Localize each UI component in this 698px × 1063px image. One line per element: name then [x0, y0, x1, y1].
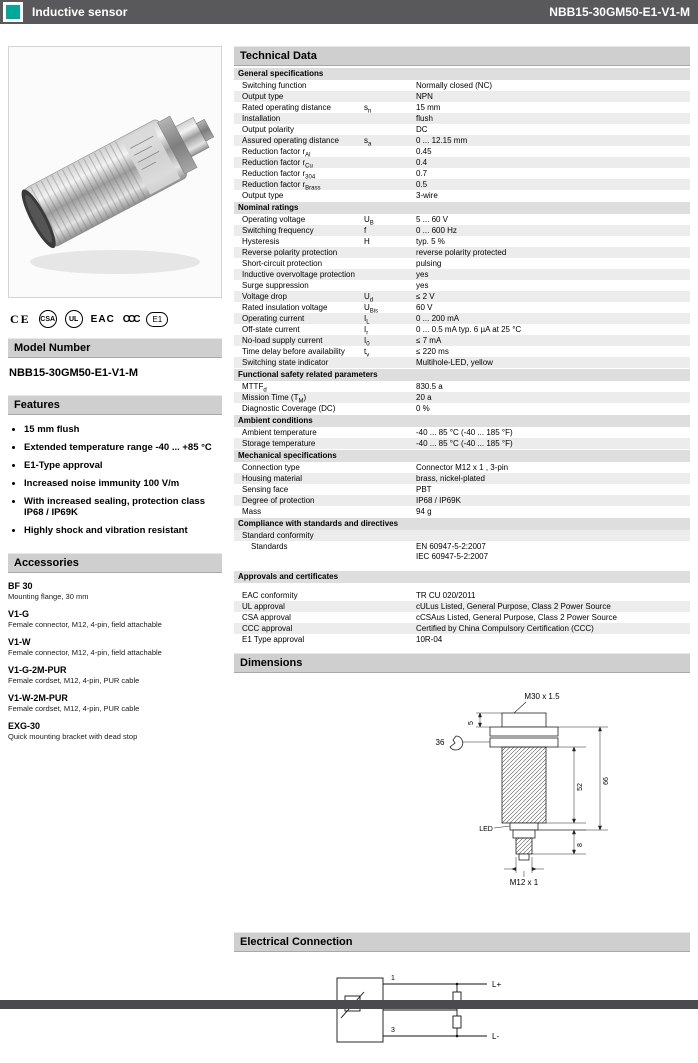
spec-value-line: -40 ... 85 °C (-40 ... 185 °F)	[416, 438, 513, 448]
spec-row	[234, 168, 690, 179]
spec-value	[416, 496, 690, 506]
spec-symbol: $s_n$	[364, 102, 372, 115]
spec-row	[234, 484, 690, 495]
spec-value	[416, 393, 690, 403]
spec-value	[416, 635, 690, 645]
spec-value-line: 0.4	[416, 157, 428, 167]
spec-value	[416, 428, 690, 438]
spec-label: Voltage drop	[242, 291, 287, 301]
spec-value	[416, 602, 690, 612]
spec-label: Switching frequency	[242, 225, 314, 235]
spec-value	[416, 226, 690, 236]
e1-mark-icon: E1	[146, 312, 168, 327]
accessory-description: Quick mounting bracket with dead stop	[8, 732, 138, 742]
dim-label-led: LED	[479, 826, 493, 833]
spec-value	[416, 303, 690, 313]
feature-item: • Extended temperature range -40 ... +85 °C	[24, 442, 222, 454]
spec-row	[234, 357, 690, 368]
spec-row	[234, 214, 690, 225]
spec-value-line: 60 V	[416, 302, 433, 312]
spec-value-line: Multihole-LED, yellow	[416, 357, 493, 367]
spec-value-line: 15 mm	[416, 102, 441, 112]
spec-label: Installation	[242, 113, 281, 123]
spec-label: $MTTF_d$	[242, 381, 267, 394]
spec-row	[234, 258, 690, 269]
spec-value	[416, 613, 690, 623]
spec-row	[234, 612, 690, 623]
spec-symbol	[364, 635, 416, 645]
spec-row	[234, 530, 690, 541]
csa-mark-icon: CSA	[39, 310, 57, 328]
model-number-section-header: Model Number	[8, 338, 222, 358]
spec-row	[234, 80, 690, 91]
spec-value-line: yes	[416, 269, 429, 279]
spec-row	[234, 247, 690, 258]
l-minus-label: L-	[492, 1032, 500, 1041]
spec-value	[416, 531, 690, 541]
accessory-item	[8, 693, 222, 713]
spec-symbol	[364, 393, 416, 403]
spec-label: Operating voltage	[242, 214, 306, 224]
spec-row	[234, 590, 690, 601]
spec-symbol	[364, 542, 416, 562]
spec-symbol	[364, 496, 416, 506]
spec-label: Housing material	[242, 473, 303, 483]
accessory-description: Female connector, M12, 4-pin, field attachable	[8, 620, 162, 630]
spec-value	[416, 382, 690, 392]
spec-row	[234, 135, 690, 146]
spec-group-header: Nominal ratings	[234, 202, 690, 214]
dim-label-52: 52	[577, 783, 584, 791]
spec-symbol	[364, 602, 416, 612]
spec-row	[234, 146, 690, 157]
spec-label: CSA approval	[242, 612, 291, 622]
spec-symbol	[364, 92, 416, 102]
spec-row	[234, 157, 690, 168]
spec-value-line: 94 g	[416, 506, 432, 516]
accessory-item	[8, 721, 222, 741]
spec-row	[234, 179, 690, 190]
spec-row	[234, 124, 690, 135]
spec-label: Ambient temperature	[242, 427, 317, 437]
accessory-description: Female cordset, M12, 4-pin, PUR cable	[8, 704, 140, 714]
page-content	[8, 46, 690, 1063]
feature-item: • Increased noise immunity 100 V/m	[24, 478, 222, 490]
spec-value-line: -40 ... 85 °C (-40 ... 185 °F)	[416, 427, 513, 437]
spec-value-line: 0.5	[416, 179, 428, 189]
dimensions-drawing	[374, 683, 674, 921]
product-type-title: Inductive sensor	[32, 5, 128, 19]
spec-value	[416, 485, 690, 495]
right-column	[234, 46, 690, 1063]
accessory-description: Female connector, M12, 4-pin, field attachable	[8, 648, 162, 658]
spec-label: Short-circuit protection	[242, 258, 323, 268]
spec-value	[416, 325, 690, 335]
spec-label: Reduction factor $r_{Al}$	[242, 146, 311, 159]
feature-item: • Highly shock and vibration resistant	[24, 525, 222, 537]
spec-symbol	[364, 147, 416, 157]
spec-value	[416, 439, 690, 449]
spec-symbol: $s_a$	[364, 135, 372, 148]
spec-label: Connection type	[242, 462, 300, 472]
spec-value	[416, 591, 690, 601]
spec-label: Reduction factor $r_{Brass}$	[242, 179, 321, 192]
spec-label: Output type	[242, 91, 284, 101]
spec-label: EAC conformity	[242, 590, 298, 600]
accessories-section-header: Accessories	[8, 553, 222, 573]
spec-value	[416, 136, 690, 146]
spec-value-line: 0 ... 12.15 mm	[416, 135, 468, 145]
spec-value-line: 0 %	[416, 403, 430, 413]
spec-label: Output polarity	[242, 124, 295, 134]
spec-row	[234, 506, 690, 517]
spec-row	[234, 225, 690, 236]
spec-value	[416, 191, 690, 201]
spec-value	[416, 358, 690, 368]
dim-label-thread: M30 x 1.5	[524, 692, 560, 701]
spec-value	[416, 180, 690, 190]
spec-label: Time delay before availability	[242, 346, 345, 356]
spec-value	[416, 270, 690, 280]
spec-value-line: cCSAus Listed, General Purpose, Class 2 Power Source	[416, 612, 617, 622]
spec-value-line: 5 ... 60 V	[416, 214, 449, 224]
spec-row	[234, 102, 690, 113]
spec-value	[416, 507, 690, 517]
spec-symbol: $I_L$	[364, 313, 370, 326]
spec-value-line: ≤ 2 V	[416, 291, 435, 301]
spec-label: No-load supply current	[242, 335, 323, 345]
feature-item: • E1-Type approval	[24, 460, 222, 472]
spec-value	[416, 314, 690, 324]
product-photo	[8, 46, 222, 298]
accessory-item	[8, 637, 222, 657]
spec-label: Mass	[242, 506, 262, 516]
spec-symbol	[364, 191, 416, 201]
spec-row	[234, 381, 690, 392]
spec-value	[416, 215, 690, 225]
spec-symbol: $U_d$	[364, 291, 374, 304]
spec-label: Reduction factor $r_{304}$	[242, 168, 316, 181]
spec-value-line: 0 ... 0.5 mA typ. 6 µA at 25 °C	[416, 324, 522, 334]
spec-value	[416, 281, 690, 291]
spec-row	[234, 462, 690, 473]
spec-label: Sensing face	[242, 484, 289, 494]
spec-symbol	[364, 125, 416, 135]
dim-label-36: 36	[435, 738, 445, 747]
accessory-name: V1-G-2M-PUR	[8, 665, 67, 676]
spec-value-line: flush	[416, 113, 433, 123]
spec-value-line: 20 a	[416, 392, 432, 402]
spec-symbol	[364, 169, 416, 179]
spec-value-line: typ. 5 %	[416, 236, 445, 246]
spec-value-line: 0.7	[416, 168, 428, 178]
spec-value-line: ≤ 7 mA	[416, 335, 442, 345]
spec-value	[416, 248, 690, 258]
electrical-connection-section-header: Electrical Connection	[234, 932, 690, 952]
spec-value-line: Certified by China Compulsory Certification (CCC)	[416, 623, 594, 633]
accessory-name: V1-W	[8, 637, 31, 648]
spec-label: UL approval	[242, 601, 285, 611]
spec-value-line: Connector M12 x 1 , 3-pin	[416, 462, 509, 472]
spec-value-line: 0.45	[416, 146, 432, 156]
spec-symbol	[364, 439, 416, 449]
spec-value	[416, 92, 690, 102]
spec-label: Hysteresis	[242, 236, 280, 246]
spec-symbol	[364, 531, 416, 541]
technical-data-section-header: Technical Data	[234, 46, 690, 66]
spec-label: Rated insulation voltage	[242, 302, 328, 312]
wiring-diagram	[329, 966, 529, 1058]
spec-label: Off-state current	[242, 324, 300, 334]
spec-row	[234, 623, 690, 634]
spec-symbol	[364, 270, 416, 280]
spec-row	[234, 280, 690, 291]
spec-label: Reverse polarity protection	[242, 247, 338, 257]
dim-label-66: 66	[603, 777, 610, 785]
spec-symbol	[364, 248, 416, 258]
spec-value	[416, 474, 690, 484]
left-column	[8, 46, 222, 1063]
spec-value-line: pulsing	[416, 258, 442, 268]
spec-label: Diagnostic Coverage (DC)	[242, 403, 336, 413]
header-model-number: NBB15-30GM50-E1-V1-M	[549, 5, 690, 19]
spec-label: Output type	[242, 190, 284, 200]
spec-label: Reduction factor $r_{Cu}$	[242, 157, 313, 170]
spec-value-line: brass, nickel-plated	[416, 473, 485, 483]
spec-group-header: Ambient conditions	[234, 415, 690, 427]
pin3-label: 3	[391, 1027, 395, 1034]
spec-label: E1 Type approval	[242, 634, 305, 644]
spec-row	[234, 403, 690, 414]
spec-row	[234, 634, 690, 645]
spacer	[234, 583, 690, 590]
ce-mark-icon: CE	[10, 311, 31, 326]
spec-row	[234, 91, 690, 102]
ccc-mark-icon: CCC	[122, 313, 139, 325]
spec-label: Surge suppression	[242, 280, 309, 290]
spec-row	[234, 313, 690, 324]
spec-label: Assured operating distance	[242, 135, 339, 145]
spec-label: Standard conformity	[242, 530, 314, 540]
spec-group-header: General specifications	[234, 68, 690, 80]
spec-value	[416, 463, 690, 473]
spec-value	[416, 542, 690, 562]
spec-label: Inductive overvoltage protection	[242, 269, 355, 279]
accessory-name: V1-G	[8, 609, 30, 620]
model-number-value: NBB15-30GM50-E1-V1-M	[9, 367, 138, 379]
technical-data-table	[234, 68, 690, 645]
spec-value-line: NPN	[416, 91, 433, 101]
dimensions-drawing-area	[234, 673, 690, 932]
feature-item: • 15 mm flush	[24, 424, 222, 436]
spec-symbol	[364, 428, 416, 438]
spec-symbol	[364, 591, 416, 601]
feature-item: • With increased sealing, protection class IP68 / IP69K	[24, 496, 222, 520]
spec-value	[416, 404, 690, 414]
wrench-icon	[450, 736, 463, 750]
spec-value	[416, 237, 690, 247]
spec-row	[234, 302, 690, 313]
spec-value-line: PBT	[416, 484, 432, 494]
spec-value-line: 0 ... 200 mA	[416, 313, 460, 323]
spec-symbol	[364, 180, 416, 190]
spec-value-line: TR CU 020/2011	[416, 590, 476, 600]
spec-value	[416, 169, 690, 179]
spec-value-line: ≤ 220 ms	[416, 346, 449, 356]
spec-symbol: $I_0$	[364, 335, 370, 348]
spec-row	[234, 541, 690, 562]
spec-symbol: f	[364, 225, 367, 235]
spec-value	[416, 336, 690, 346]
top-header-bar	[0, 0, 698, 24]
spec-label: Standards	[251, 541, 288, 551]
brand-logo-icon	[3, 2, 23, 22]
accessory-item	[8, 665, 222, 685]
spec-label: Switching state indicator	[242, 357, 329, 367]
spec-row	[234, 291, 690, 302]
spec-value-line: IEC 60947-5-2:2007	[416, 551, 489, 561]
accessory-name: BF 30	[8, 581, 33, 592]
spec-label: Mission Time $(T_M)$	[242, 392, 307, 405]
spec-symbol: H	[364, 236, 370, 246]
spec-value	[416, 347, 690, 357]
spec-value	[416, 292, 690, 302]
spec-symbol	[364, 382, 416, 392]
spec-label: Switching function	[242, 80, 307, 90]
spec-row	[234, 269, 690, 280]
brand-logo-square	[6, 5, 20, 19]
spec-label: CCC approval	[242, 623, 293, 633]
spec-row	[234, 427, 690, 438]
spec-value-line: DC	[416, 124, 428, 134]
spec-row	[234, 495, 690, 506]
spec-value	[416, 125, 690, 135]
spec-symbol: $I_r$	[364, 324, 369, 337]
spec-row	[234, 473, 690, 484]
accessory-item	[8, 581, 222, 601]
spec-group-header: Approvals and certificates	[234, 571, 690, 583]
spec-symbol: $U_{Bis}$	[364, 302, 379, 315]
spec-row	[234, 236, 690, 247]
spec-value-line: 10R-04	[416, 634, 443, 644]
spec-symbol	[364, 624, 416, 634]
dim-label-8: 8	[577, 843, 584, 847]
spec-value-line: 830.5 a	[416, 381, 443, 391]
eac-mark-icon: EAC	[90, 313, 115, 325]
spec-value	[416, 81, 690, 91]
spec-symbol	[364, 158, 416, 168]
spec-row	[234, 324, 690, 335]
spec-value-line: EN 60947-5-2:2007	[416, 541, 486, 551]
spec-row	[234, 392, 690, 403]
spec-row	[234, 113, 690, 124]
spec-symbol: $U_B$	[364, 214, 374, 227]
spec-group-header: Mechanical specifications	[234, 450, 690, 462]
accessory-item	[8, 609, 222, 629]
spec-symbol	[364, 507, 416, 517]
spec-value	[416, 103, 690, 113]
spec-symbol: $t_v$	[364, 346, 370, 359]
spec-symbol	[364, 613, 416, 623]
ul-mark-icon: UL	[65, 310, 83, 328]
spec-group-header: Compliance with standards and directives	[234, 518, 690, 530]
accessory-name: EXG-30	[8, 721, 41, 732]
l-plus-label: L+	[492, 980, 502, 989]
spec-value-line: cULus Listed, General Purpose, Class 2 Power Source	[416, 601, 611, 611]
accessory-description: Female cordset, M12, 4-pin, PUR cable	[8, 676, 140, 686]
dimensions-section-header: Dimensions	[234, 653, 690, 673]
spec-value-line: 3-wire	[416, 190, 438, 200]
spec-row	[234, 335, 690, 346]
spec-symbol	[364, 358, 416, 368]
spec-symbol	[364, 259, 416, 269]
spec-label: Operating current	[242, 313, 305, 323]
accessory-name: V1-W-2M-PUR	[8, 693, 68, 704]
spec-value	[416, 624, 690, 634]
spec-value-line: reverse polarity protected	[416, 247, 507, 257]
spec-row	[234, 346, 690, 357]
spec-value-line: Normally closed (NC)	[416, 80, 493, 90]
spec-value	[416, 158, 690, 168]
accessory-description: Mounting flange, 30 mm	[8, 592, 89, 602]
spec-row	[234, 438, 690, 449]
accessories-list	[8, 581, 222, 741]
spec-value-line: IP68 / IP69K	[416, 495, 461, 505]
spec-symbol	[364, 485, 416, 495]
spec-value	[416, 114, 690, 124]
spec-symbol	[364, 404, 416, 414]
spec-symbol	[364, 463, 416, 473]
spec-label: Degree of protection	[242, 495, 315, 505]
spec-symbol	[364, 474, 416, 484]
sensor-photo-illustration	[10, 47, 220, 297]
spec-label: Rated operating distance	[242, 102, 331, 112]
spec-value	[416, 259, 690, 269]
spec-symbol	[364, 281, 416, 291]
spec-group-header: Functional safety related parameters	[234, 369, 690, 381]
spec-row	[234, 190, 690, 201]
certification-marks	[10, 304, 222, 334]
spec-value-line: 0 ... 600 Hz	[416, 225, 457, 235]
dim-label-connector: M12 x 1	[509, 878, 539, 887]
spec-label: Storage temperature	[242, 438, 316, 448]
spec-symbol	[364, 81, 416, 91]
spec-value	[416, 147, 690, 157]
spec-row	[234, 601, 690, 612]
bottom-footer-bar	[0, 1000, 698, 1009]
dim-label-5: 5	[468, 721, 475, 725]
spec-value-line: yes	[416, 280, 429, 290]
features-list	[8, 424, 222, 537]
features-section-header: Features	[8, 395, 222, 415]
spec-symbol	[364, 114, 416, 124]
pin1-label: 1	[391, 975, 395, 982]
